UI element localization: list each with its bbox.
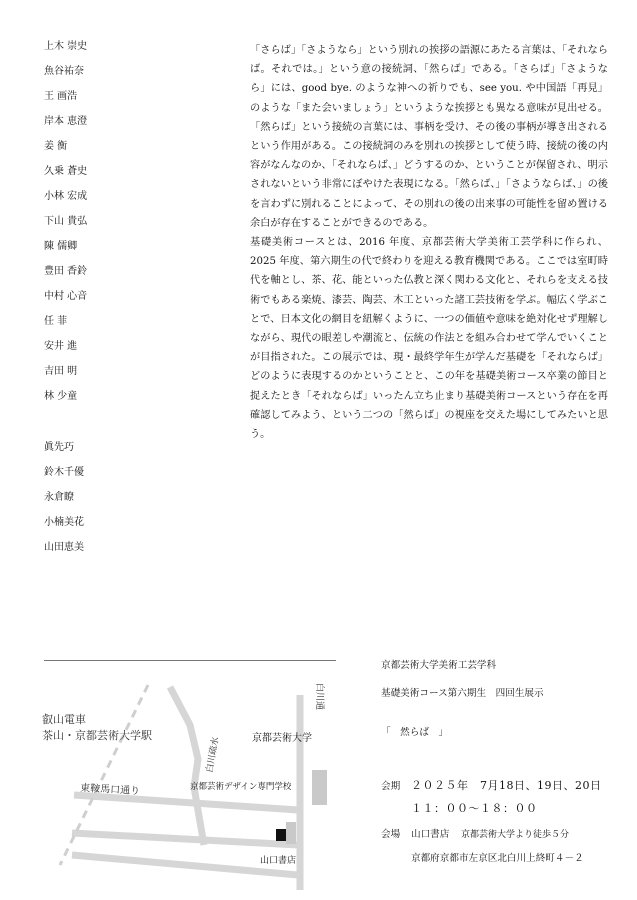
member-name: 吉田 明 <box>44 366 78 377</box>
main-road <box>74 795 298 810</box>
info-venue-label: 会場 <box>381 829 401 840</box>
shirakawa-sosui-road <box>170 687 204 845</box>
member-name: 小楠美花 <box>44 517 84 528</box>
member-name: 鈴木千優 <box>44 467 84 478</box>
map-label-bookstore: 山口書店 <box>260 856 297 866</box>
university-building <box>312 770 327 805</box>
map-label-shirakawa-dori: 白川通 <box>314 683 324 711</box>
member-name: 中村 心音 <box>44 291 88 302</box>
member-name: 豊田 香鈴 <box>44 266 88 277</box>
statement-paragraph-2: 基礎美術コースとは、2016 年度、京都芸術大学美術工芸学科に作られ、2025 年度、第六期生の代で終わりを迎える教育機関である。ここでは室町時代を軸とし、茶、花、能といった仏教と深く関わる文化と、それらを支える技術でもある楽焼、漆芸、陶芸、木工といった諸工芸技術を学ぶ。幅広く学ぶことで、日本文化の網目を紐解くように、一つの価値や意味を絶対化せず理解しながら、現代の眼差しや潮流と、伝統の作法とを組み合わせて学んでいくことが目指された。この展示では、現・最終学年生が学んだ基礎を「それならば」どのように表現するのかということと、この年を基礎美術コース卒業の節目と捉えたとき「それならば」いったん立ち止まり基礎美術コースという存在を再確認してみよう、という二つの「然らば」の視座を交えた場にしてみたいと思う。 <box>250 237 608 441</box>
info-address: 京都府京都市左京区北白川上終町４－２ <box>411 853 584 864</box>
map-label-station: 茶山・京都芸術大学駅 <box>42 729 152 742</box>
map-label-university: 京都芸術大学 <box>252 733 312 744</box>
bookstore-marker <box>276 829 286 841</box>
info-dept: 京都芸術大学美術工芸学科 <box>381 660 497 671</box>
member-name: 姜 衡 <box>44 141 68 152</box>
map-label-higashi-street: 東鞍馬口通り <box>79 783 141 798</box>
statement <box>250 41 608 444</box>
member-name: 安井 進 <box>44 341 78 352</box>
member-name: 岸本 恵澄 <box>44 116 88 127</box>
info-dates: ２０２５年 7月18日、19日、20日 <box>411 779 602 792</box>
member-list <box>44 41 164 554</box>
info-period-label: 会期 <box>381 781 401 792</box>
member-name: 林 少童 <box>44 391 78 402</box>
map-label-eizan: 叡山電車 <box>42 713 86 726</box>
member-name: 山田恵美 <box>44 542 84 553</box>
member-name: 下山 貴弘 <box>44 216 88 227</box>
info-hours: １１：００〜１８：００ <box>411 802 538 815</box>
lower-road <box>72 833 298 845</box>
school-building <box>286 822 296 844</box>
info-course: 基礎美術コース第六期生 四回生展示 <box>381 688 544 699</box>
member-name: 小林 宏成 <box>44 191 88 202</box>
member-name: 陳 儒卿 <box>44 241 78 252</box>
divider <box>44 660 336 661</box>
member-name: 上木 崇史 <box>44 41 88 52</box>
member-name: 永倉瞭 <box>44 492 74 503</box>
access-map <box>40 675 340 900</box>
map-label-shirakawa-sosui: 白川疏水 <box>205 736 222 774</box>
member-name: 任 菲 <box>44 316 68 327</box>
member-name: 王 画浩 <box>44 91 78 102</box>
statement-paragraph-1: 「さらば」「さようなら」という別れの挨拶の語源にあたる言葉は、「それならば。それでは。」という意の接続詞、「然らば」である。「さらば」「さようなら」には、good bye. のような神への祈りでも、see you. や中国語「再見」のような「また会いましょう」というような挨拶とも異なる意味が見出せる。「然らば」という接続の言葉には、事柄を受け、その後の事柄が導き出されるという作用がある。この接続詞のみを別れの挨拶として使う時、接続の後の内容がなんなのか、「それならば、」どうするのか、ということが保留され、明示されないという非常にぼやけた表現になる。「然らば、」「さようならば、」の後を言わずに別れることによって、その別れの後の出来事の可能性を留め置ける余白が存在することができるのである。 <box>250 45 608 229</box>
member-name: 魚谷祐奈 <box>44 66 84 77</box>
info-venue-note: 京都芸術大学より徒歩５分 <box>461 830 570 840</box>
member-name: 久乗 蒼史 <box>44 166 88 177</box>
info-title: 「 然らば 」 <box>381 727 449 738</box>
member-name: 眞先巧 <box>44 442 74 453</box>
map-label-design-school: 京都芸術デザイン専門学校 <box>190 782 292 792</box>
info-venue: 山口書店 <box>411 829 450 840</box>
